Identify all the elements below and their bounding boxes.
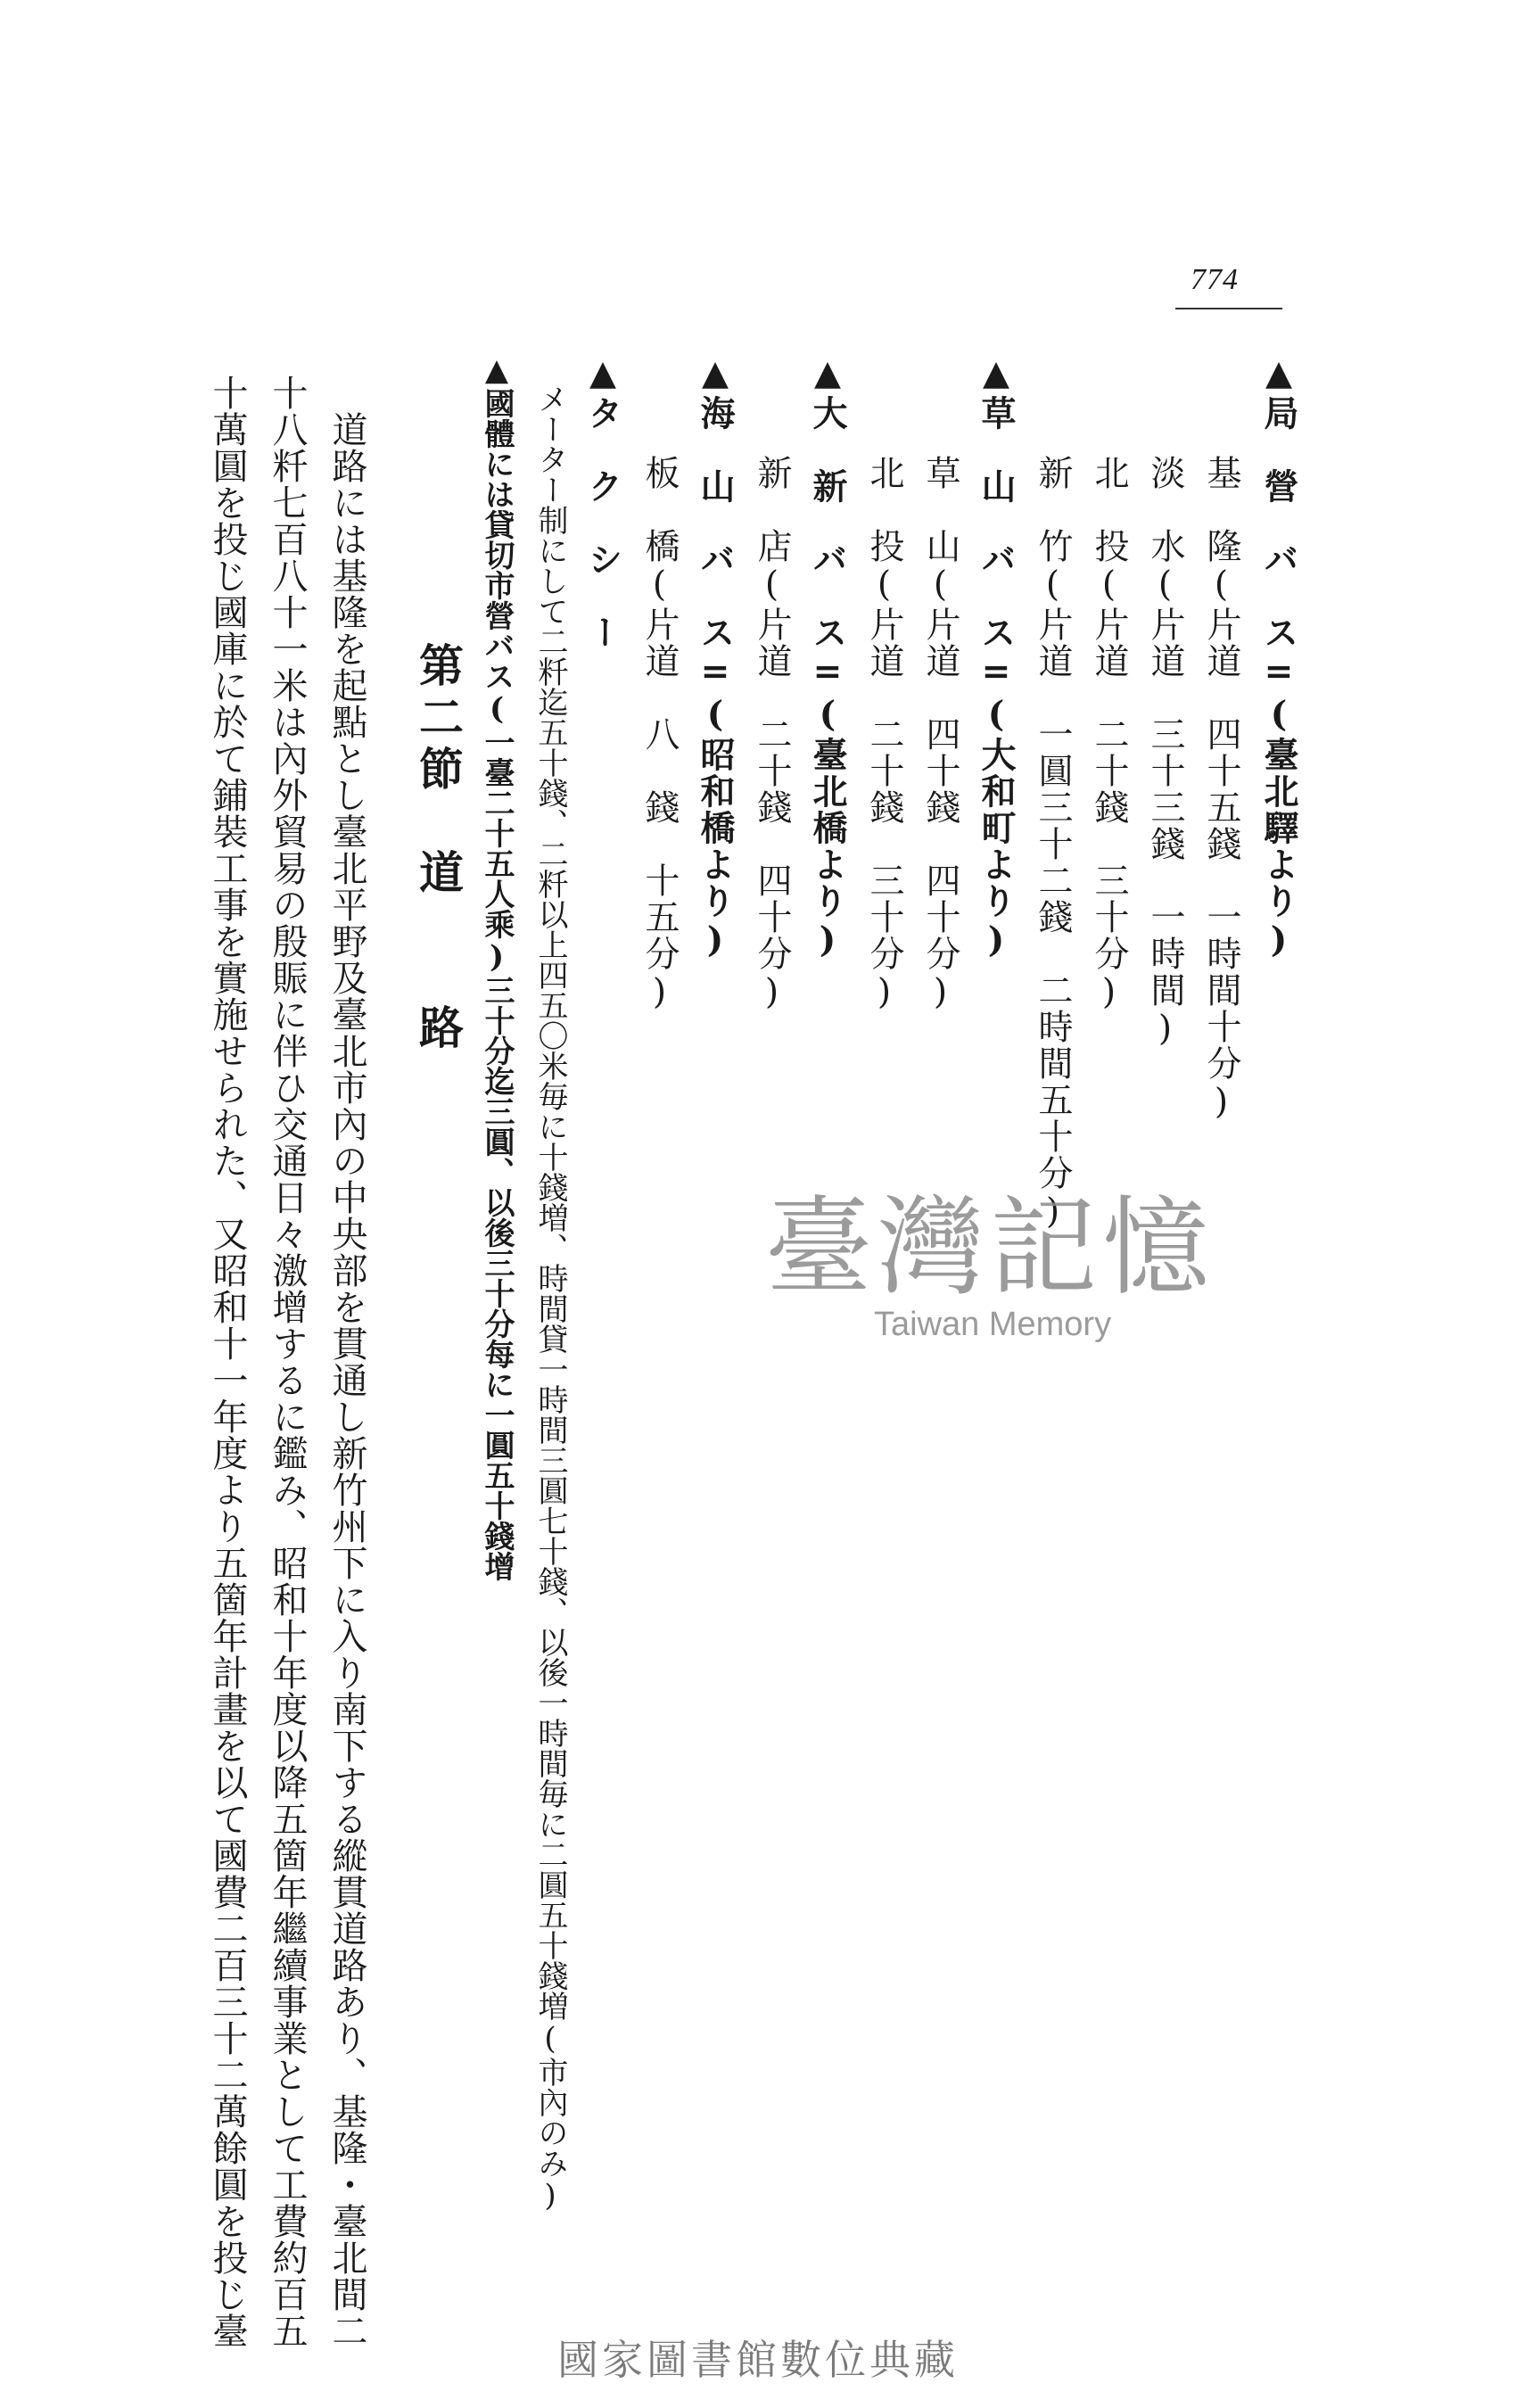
watermark-cjk-text: 臺灣記憶 <box>765 1186 1215 1310</box>
kaizan-bus-header: ▲海 山 バ ス=(昭和橋より) <box>695 352 736 962</box>
bureau-bus-row-beitou: 北 投(片道 二十錢 三十分) <box>1089 455 1129 1014</box>
page-number-rule <box>1175 308 1282 309</box>
body-paragraph-line-1: 道路には基隆を起點とし臺北平野及臺北市內の中央部を貫通し新竹州下に入り南下する縱貫道路あり、基隆・臺北間二 <box>326 375 367 2349</box>
bureau-bus-row-hsinchu: 新 竹(片道 一圓三十二錢 二時間五十分) <box>1033 455 1073 1233</box>
kaizan-bus-row-banqiao: 板 橋(片道 八 錢 十五分) <box>639 455 680 1014</box>
national-event-note: ▲國體には貸切市營バス(一臺二十五人乘)三十分迄三圓、以後三十分每に一圓五十錢增 <box>479 352 515 1581</box>
bureau-bus-row-keelung: 基 隆(片道 四十五錢 一時間十分) <box>1201 455 1241 1124</box>
kusayama-bus-row-beitou: 北 投(片道 二十錢 三十分) <box>864 455 904 1014</box>
taishin-bus-header: ▲大 新 バ ス=(臺北橋より) <box>807 352 848 962</box>
bureau-bus-row-tamsui: 淡 水(片道 三十三錢 一時間) <box>1145 455 1185 1051</box>
page-number: 774 <box>1191 263 1239 296</box>
taishin-bus-row-xindian: 新 店(片道 二十錢 四十分) <box>752 455 792 1014</box>
library-footer-stamp: 國家圖書館數位典藏 <box>557 2336 959 2384</box>
taiwan-memory-watermark <box>740 1186 1240 1344</box>
taxi-fare-note: メーター制にして二粁迄五十錢、二粁以上四五〇米毎に十錢増、時間貸一時間三圓七十錢、以後一時間毎に二圓五十錢増(市內のみ) <box>532 383 568 2214</box>
watermark-latin-text: Taiwan Memory <box>874 1306 1112 1343</box>
body-paragraph-line-2: 十八粁七百八十一米は內外貿易の殷賑に伴ひ交通日々激增するに鑑み、昭和十年度以降五箇年繼續事業として工費約百五 <box>267 375 308 2349</box>
section-heading: 第二節 道 路 <box>412 642 465 1056</box>
kusayama-bus-row-kusayama: 草 山(片道 四十錢 四十分) <box>920 455 960 1014</box>
kusayama-bus-header: ▲草 山 バ ス=(大和町より) <box>976 352 1017 962</box>
bureau-bus-header: ▲局 營 バ ス=(臺北驛より) <box>1258 352 1299 962</box>
body-paragraph-line-3: 十萬圓を投じ國庫に於て鋪裝工事を實施せられた、又昭和十一年度より五箇年計畫を以て國費二百三十二萬餘圓を投じ臺 <box>207 375 248 2349</box>
taxi-header: ▲タ ク シ ー <box>582 352 623 651</box>
